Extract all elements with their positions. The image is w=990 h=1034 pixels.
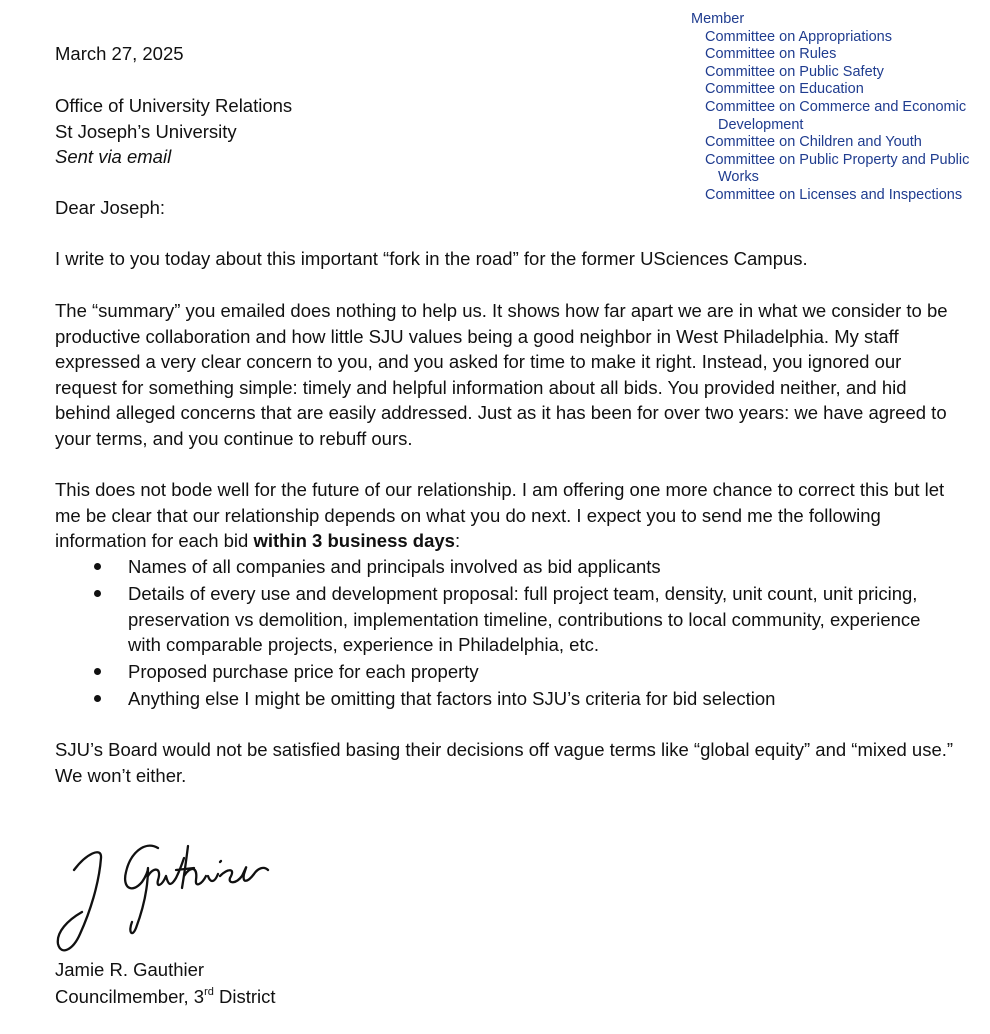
recipient-address [55, 93, 292, 170]
committee-item: Committee on Education [705, 81, 864, 98]
list-item [55, 581, 955, 658]
letter-date: March 27, 2025 [55, 43, 184, 64]
committee-item: Committee on Children and Youth [705, 134, 922, 151]
paragraph-summary: The “summary” you emailed does nothing to help us. It shows how far apart we are in what we consider to be productive collaboration and how little SJU values being a good neighbor in West Philadelphia. My staff expressed a very clear concern to you, and you asked for time to make it right. Instead, you ignored our request for something simple: timely and helpful information about all bids. You provided neither, and hid behind alleged concerns that are easily addressed. Just as it has been for over two years: we have agreed to your terms, and you continue to rebuff ours. [55, 300, 948, 449]
bullet-icon [94, 563, 101, 570]
committee-item: Committee on Licenses and Inspections [705, 186, 963, 203]
delivery-note: Sent via email [55, 146, 172, 167]
list-item-text: Names of all companies and principals involved as bid applicants [128, 556, 661, 577]
committee-item: Committee on Public Property and Public Works [705, 151, 970, 186]
request-colon: : [454, 530, 461, 551]
recipient-institution: St Joseph’s University [55, 120, 237, 142]
paragraph-request [55, 477, 955, 554]
list-item [55, 554, 955, 580]
committee-item: Committee on Commerce and Economic Development [705, 98, 967, 133]
title-district: District [213, 986, 276, 1007]
bullet-icon [94, 590, 101, 597]
recipient-office: Office of University Relations [55, 95, 293, 116]
paragraph-closing: SJU’s Board would not be satisfied basing their decisions off vague terms like “global equity” and “mixed use.” We won’t either. [55, 739, 954, 786]
committee-item: Committee on Rules [705, 46, 837, 63]
list-item-text: Details of every use and development proposal: full project team, density, unit count, unit pricing, preservation vs demolition, implementation timeline, contributions to local community, experience with comparable projects, experience in Philadelphia, etc. [128, 583, 921, 655]
title-text: Councilmember, 3 [55, 986, 205, 1007]
bullet-icon [94, 695, 101, 702]
ordinal-suffix: rd [204, 986, 214, 998]
deadline-emphasis: within 3 business days [253, 530, 455, 551]
salutation: Dear Joseph: [55, 197, 166, 218]
list-item [55, 659, 955, 685]
committee-item: Committee on Appropriations [705, 28, 892, 45]
paragraph-intro: I write to you today about this important “fork in the road” for the former USciences Campus. [55, 248, 808, 269]
bullet-icon [94, 668, 101, 675]
list-item [55, 686, 955, 712]
committee-item: Committee on Public Safety [705, 63, 884, 80]
list-item-text: Anything else I might be omitting that factors into SJU’s criteria for bid selection [128, 688, 776, 709]
signatory-title [55, 984, 276, 1010]
committee-sidebar [691, 11, 986, 205]
signatory-name: Jamie R. Gauthier [55, 959, 205, 980]
list-item-text: Proposed purchase price for each property [128, 661, 479, 682]
committee-list [691, 29, 986, 205]
request-list [55, 554, 955, 713]
request-text: This does not bode well for the future of our relationship. I am offering one more chance to correct this but let me be clear that our relationship depends on what you do next. I expect you to send me the following information for each bid [55, 479, 945, 551]
member-label: Member [691, 11, 745, 27]
handwritten-signature [52, 832, 302, 960]
